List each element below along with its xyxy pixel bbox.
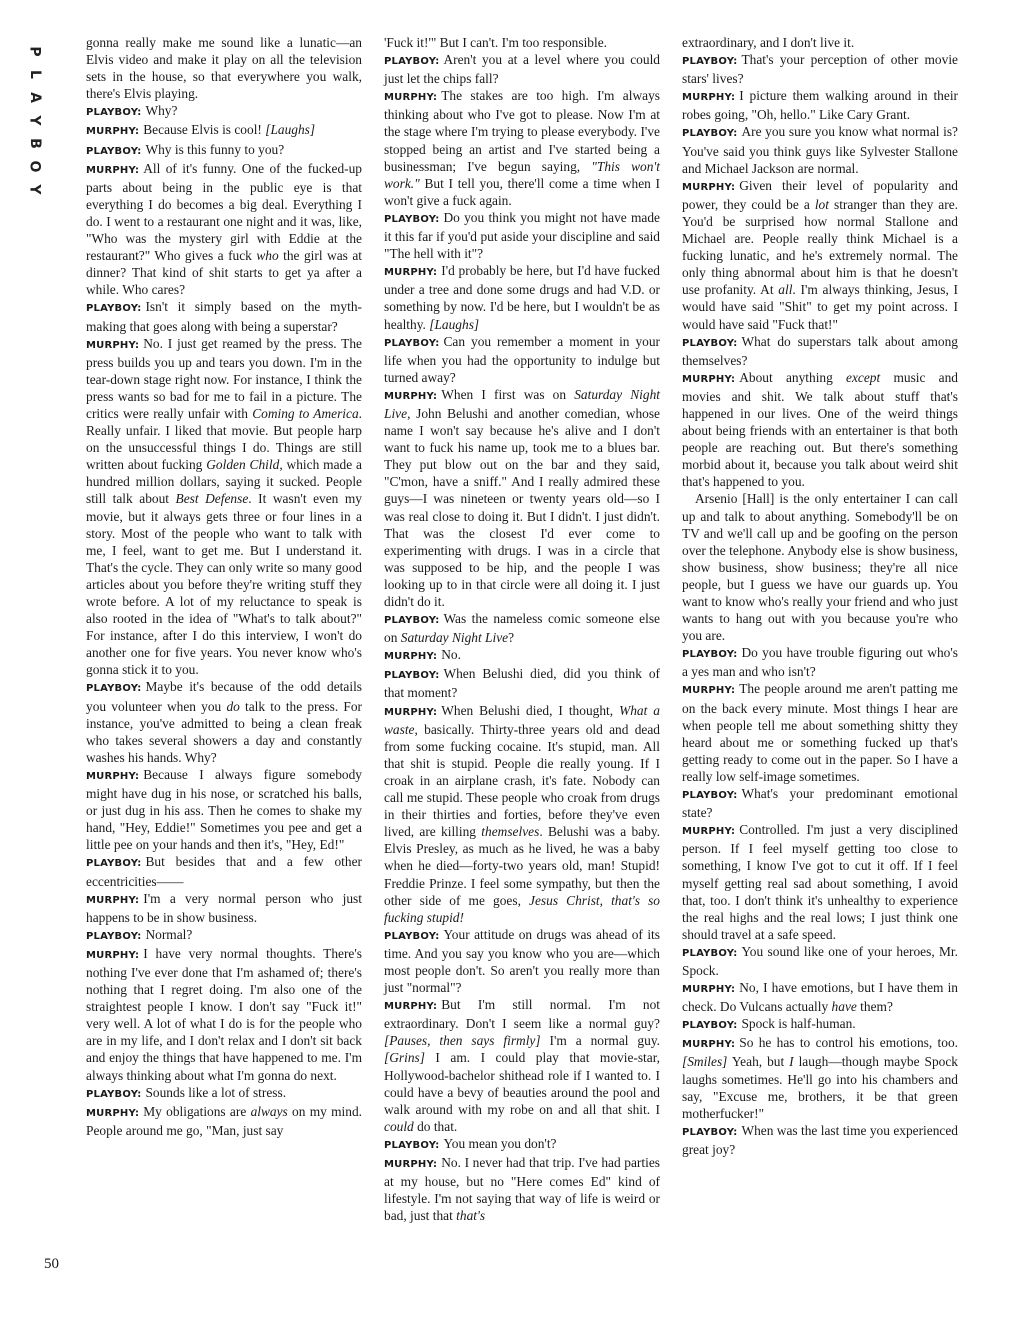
paragraph-text: gonna really make me sound like a lunatic—an Elvis video and make it play on all the television sets in the house, so that everywhere you walk, there's Elvis playing. (86, 35, 362, 102)
magazine-name-vertical (24, 40, 44, 201)
masthead-letter: B (26, 138, 43, 149)
column-2 (384, 34, 660, 1224)
speaker-label: MURPHY: (682, 984, 736, 996)
paragraph (86, 160, 362, 299)
speaker-label: MURPHY: (86, 894, 140, 906)
paragraph-text: The people around me aren't patting me on the back every minute. Most things I hear are when people tell me about something shitty they heard about me or something fucked up that's getting ready to come out in the paper. So I have a really low self-image sometimes. (682, 681, 958, 784)
paragraph (86, 141, 362, 160)
speaker-label: PLAYBOY: (384, 1139, 440, 1151)
paragraph-text: When Belushi died, I thought, What a waste, basically. Thirty-three years old and dead from some fucking cocaine. It's stupid, man. All that shit is stupid. People die really young. If I croak in an airplane crash, it's fate. Nobody can call me stupid. These people who croak from drugs in their thirties and forties, before they've even lived, are killing themselves. Belushi was a baby. Elvis Presley, as much as he lived, he was a baby when he died—forty-two years old, man! Stupid! Freddie Prinze. I feel some sympathy, but then the other side of me goes, Jesus Christ, that's so fucking stupid! (384, 702, 661, 925)
paragraph (384, 665, 660, 701)
paragraph (86, 853, 362, 889)
paragraph (682, 1122, 958, 1158)
paragraph (384, 34, 660, 51)
paragraph-text: That's your perception of other movie stars' lives? (682, 52, 958, 87)
paragraph-text: But besides that and a few other eccentricities—— (86, 854, 362, 889)
paragraph (384, 646, 660, 665)
paragraph (384, 610, 660, 646)
paragraph (86, 766, 362, 853)
speaker-label: MURPHY: (384, 92, 438, 104)
paragraph-text: I'm a very normal person who just happens to be in show business. (86, 890, 362, 925)
paragraph-text: Why is this funny to you? (145, 141, 285, 157)
masthead-letter: Y (26, 115, 43, 126)
masthead-letter: L (26, 70, 43, 79)
paragraph-text: You sound like one of your heroes, Mr. Spock. (682, 943, 958, 978)
paragraph-text: 'Fuck it!'" But I can't. I'm too responsible. (384, 35, 608, 50)
paragraph-text: Was the nameless comic someone else on Saturday Night Live? (384, 611, 660, 646)
speaker-label: PLAYBOY: (86, 1088, 142, 1100)
paragraph-text: I'd probably be here, but I'd have fucked under a tree and done some drugs and had V.D. or something by now. I'd be here, but I wouldn't be as healthy. [Laughs] (384, 263, 660, 332)
speaker-label: PLAYBOY: (384, 337, 440, 349)
speaker-label: MURPHY: (682, 685, 736, 697)
speaker-label: PLAYBOY: (682, 790, 738, 802)
speaker-label: MURPHY: (86, 770, 140, 782)
paragraph (682, 333, 958, 369)
paragraph-text: I have very normal thoughts. There's nothing I've ever done that I'm ashamed of; there's nothing that I regret doing. I'm also one of the straightest people I know. I don't say "Fuck it!" very well. A lot of what I do is for the people who are in my life, and I don't relax and I don't sit back and enjoy the things that have happened to me. I'm always thinking about what I'm gonna do next. (86, 945, 362, 1083)
speaker-label: MURPHY: (384, 390, 438, 402)
masthead-letter: Y (26, 184, 43, 195)
paragraph-text: But I'm still normal. I'm not extraordinary. Don't I seem like a normal guy? [Pauses, then says firmly] I'm a normal guy. [Grins] I am. I could play that movie-star, Hollywood-bachelor shithead role if I wanted to. I could have a bevy of beauties around the pool and walk around with my robe on and all that shit. I could do that. (384, 997, 660, 1134)
paragraph-text: You mean you don't? (443, 1135, 557, 1151)
speaker-label: PLAYBOY: (384, 213, 440, 225)
paragraph (86, 1103, 362, 1139)
paragraph-text: No. I just get reamed by the press. The press builds you up and tears you down. I'm in the tear-down stage right now. For instance, I think the press wants so bad for me to fail in a picture. The critics were really unfair with Coming to America. Really unfair. I liked that movie. But people harp on the unsuccessful things I do. Things are still written about fucking Golden Child, which made a hundred million dollars, saying it sucked. People still talk about Best Defense. It wasn't even my movie, but it always gets three or four lines in a story. Most of the people who want to talk with me, I feel, want to get me. But I understand it. That's the cycle. They can only write so many good articles about you before they're writing stuff they wrote before. A lot of my reluctance to speak is also rooted in the idea of "What's to talk about?" For instance, after I do this interview, I won't do another one for five years. You never know who's gonna stick it to you. (86, 335, 363, 678)
paragraph-text: extraordinary, and I don't live it. (682, 35, 855, 50)
paragraph-text: Sounds like a lot of stress. (145, 1084, 287, 1100)
paragraph (384, 51, 660, 87)
paragraph (384, 926, 660, 996)
paragraph (682, 680, 958, 785)
paragraph (86, 298, 362, 334)
speaker-label: MURPHY: (682, 1039, 736, 1051)
paragraph-text: Aren't you at a level where you could just let the chips fall? (384, 52, 660, 87)
paragraph (86, 890, 362, 926)
paragraph-text: About anything except music and movies and shit. We talk about stuff that's happened in our lives. One of the weird things about being friends with an entertainer is that both people are reaching out. But there's something morbid about it, because you talk about weird shit that's happened to you. (682, 369, 958, 490)
paragraph (384, 702, 660, 926)
speaker-label: PLAYBOY: (682, 1020, 738, 1032)
paragraph-text: Spock is half-human. (741, 1016, 856, 1032)
speaker-label: MURPHY: (384, 1001, 438, 1013)
paragraph-text: All of it's funny. One of the fucked-up parts about being in the public eye is that everything I do becomes a big deal. Everything I do. I went to a restaurant one night and it was, like, "Who was the mystery girl with Eddie at the restaurant?" Who gives a fuck who the girl was at dinner? That kind of shit starts to get ya after a while. Who cares? (86, 160, 362, 298)
masthead-letter: P (26, 46, 43, 57)
column-3 (682, 34, 958, 1158)
paragraph (682, 123, 958, 176)
paragraph-text: Can you remember a moment in your life when you had the opportunity to indulge but turned away? (384, 333, 660, 385)
paragraph-text: Controlled. I'm just a very disciplined person. If I feel myself getting too close to something, I know I've got to cut it off. If I feel myself getting real sad about something, I avoid that, too. I don't think it's unhealthy to experience the real highs and the real lows; I just think one should travel at a safe speed. (682, 822, 958, 942)
paragraph (384, 87, 660, 209)
page-number: 50 (44, 1256, 59, 1272)
paragraph-text: When was the last time you experienced great joy? (682, 1122, 958, 1157)
speaker-label: PLAYBOY: (86, 145, 142, 157)
paragraph (682, 644, 958, 680)
speaker-label: PLAYBOY: (86, 303, 142, 315)
speaker-label: MURPHY: (682, 373, 736, 385)
paragraph-text: Isn't it simply based on the myth-making that goes along with being a superstar? (86, 299, 362, 334)
paragraph-text: My obligations are always on my mind. People around me go, "Man, just say (86, 1103, 362, 1138)
speaker-label: MURPHY: (86, 1107, 140, 1119)
paragraph (86, 945, 362, 1084)
paragraph-text: The stakes are too high. I'm always thinking about who I've got to please. Now I'm at the stage where I'm trying to please everybody. I've stopped being an artist and I've started being a businessman; I've begun saying, "This won't work." But I tell you, there'll come a time when I won't give a fuck again. (384, 88, 661, 208)
paragraph-text: When I first was on Saturday Night Live, John Belushi and another comedian, whose name I won't say because he's alive and I don't want to fuck his name up, took me to a blues bar. They put blow out on the bar and they said, "C'mon, have a sniff." And I really admired these guys—I was nineteen or twenty years old—so I was real close to doing it. But I didn't. I just didn't. That was the closest I'd ever come to experimenting with drugs. I was in a circle that was supposed to be hip, and the people I was looking up to in that circle were all doing it. I just didn't do it. (384, 386, 660, 609)
speaker-label: MURPHY: (384, 267, 438, 279)
paragraph (682, 821, 958, 943)
speaker-label: MURPHY: (86, 949, 140, 961)
paragraph (682, 51, 958, 87)
paragraph (682, 490, 958, 644)
paragraph (682, 177, 958, 333)
speaker-label: PLAYBOY: (86, 930, 142, 942)
paragraph-text: No, I have emotions, but I have them in check. Do Vulcans actually have them? (682, 980, 958, 1015)
speaker-label: MURPHY: (384, 651, 438, 663)
paragraph (384, 996, 660, 1135)
paragraph-text: No. (441, 647, 461, 663)
paragraph (682, 87, 958, 123)
paragraph (86, 121, 362, 140)
speaker-label: PLAYBOY: (682, 56, 738, 68)
paragraph-text: What do superstars talk about among themselves? (682, 333, 958, 368)
paragraph (682, 1034, 958, 1121)
paragraph (384, 209, 660, 262)
speaker-label: PLAYBOY: (682, 947, 738, 959)
paragraph (682, 943, 958, 979)
speaker-label: PLAYBOY: (682, 649, 738, 661)
paragraph-text: I picture them walking around in their robes going, "Oh, hello." Like Cary Grant. (682, 88, 958, 123)
paragraph (682, 979, 958, 1015)
speaker-label: PLAYBOY: (86, 858, 142, 870)
speaker-label: MURPHY: (682, 181, 736, 193)
paragraph-text: Because I always figure somebody might have dug in his nose, or scratched his balls, or just dug in his ass. Then he comes to shake my hand, "Hey, Eddie!" Sometimes you pee and get a little pee on your hands and then it's, "Hey, Ed!" (86, 766, 362, 853)
paragraph (682, 1015, 958, 1034)
speaker-label: PLAYBOY: (384, 930, 440, 942)
paragraph (682, 785, 958, 821)
paragraph-text: What's your predominant emotional state? (682, 786, 958, 821)
paragraph-text: Arsenio [Hall] is the only entertainer I can call up and talk to about anything. Somebody'll be on TV and we'll call up and be goofing on the person over the telephone. Anybody else is show business, show business, show business; they're all nice people, but I guess we have our guards up. You want to know who's really your friend and who just wants to hang out with you because you're who you are. (682, 491, 958, 644)
paragraph (86, 926, 362, 945)
paragraph (86, 1084, 362, 1103)
speaker-label: PLAYBOY: (86, 683, 142, 695)
paragraph-text: Your attitude on drugs was ahead of its time. And you say you know who you are—which most people don't. So aren't you really more than just "normal"? (384, 926, 660, 996)
paragraph-text: So he has to control his emotions, too. [Smiles] Yeah, but I laugh—though maybe Spock laughs sometimes. He'll go into his chambers and say, "Excuse me, brothers, it be that green motherfucker!" (682, 1035, 958, 1121)
masthead-letter: A (26, 92, 43, 103)
paragraph-text: Do you think you might not have made it this far if you'd put aside your discipline and said "The hell with it"? (384, 209, 660, 262)
paragraph-text: Because Elvis is cool! [Laughs] (143, 122, 316, 138)
speaker-label: PLAYBOY: (682, 1126, 738, 1138)
paragraph (86, 335, 362, 679)
speaker-label: MURPHY: (682, 92, 736, 104)
paragraph (384, 1154, 660, 1224)
speaker-label: MURPHY: (86, 339, 140, 351)
speaker-label: PLAYBOY: (86, 107, 142, 119)
paragraph-text: Do you have trouble figuring out who's a yes man and who isn't? (682, 645, 958, 680)
speaker-label: PLAYBOY: (384, 670, 440, 682)
paragraph-text: Normal? (145, 926, 193, 942)
speaker-label: MURPHY: (384, 1159, 438, 1170)
paragraph (384, 386, 660, 610)
speaker-label: MURPHY: (384, 706, 438, 718)
speaker-label: PLAYBOY: (682, 128, 738, 140)
paragraph (86, 678, 362, 765)
column-1 (86, 34, 362, 1139)
paragraph-text: When Belushi died, did you think of that moment? (384, 666, 660, 701)
speaker-label: MURPHY: (86, 126, 140, 138)
paragraph (682, 34, 958, 51)
paragraph (86, 34, 362, 102)
paragraph (682, 369, 958, 491)
masthead-letter: O (26, 160, 43, 173)
paragraph-text: Are you sure you know what normal is? You've said you think guys like Sylvester Stallone and Michael Jackson are normal. (682, 124, 958, 176)
paragraph (384, 262, 660, 332)
paragraph (384, 333, 660, 386)
paragraph-text: No. I never had that trip. I've had parties at my house, but no "Here comes Ed" kind of lifestyle. I'm not saying that way of life is weird or bad, just that that's (384, 1155, 660, 1224)
speaker-label: PLAYBOY: (384, 615, 440, 627)
paragraph (86, 102, 362, 121)
paragraph (384, 1135, 660, 1154)
paragraph-text: Given their level of popularity and power, they could be a lot stranger than they are. You'd be surprised how normal Stallone and Michael are. People really think Michael is a fucking lunatic, and he's extremely normal. The only thing abnormal about him is that he doesn't use profanity. At all. I'm always thinking, Jesus, I would have said "Shit" to get my point across. I would have said "Fuck that!" (682, 177, 958, 332)
speaker-label: PLAYBOY: (682, 337, 738, 349)
speaker-label: MURPHY: (86, 164, 140, 176)
paragraph-text: Why? (145, 103, 178, 119)
speaker-label: PLAYBOY: (384, 56, 440, 68)
paragraph-text: Maybe it's because of the odd details you volunteer when you do talk to the press. For instance, you've admitted to being a clean freak who takes several showers a day and constantly washes his hands. Why? (86, 679, 363, 765)
speaker-label: MURPHY: (682, 826, 736, 838)
